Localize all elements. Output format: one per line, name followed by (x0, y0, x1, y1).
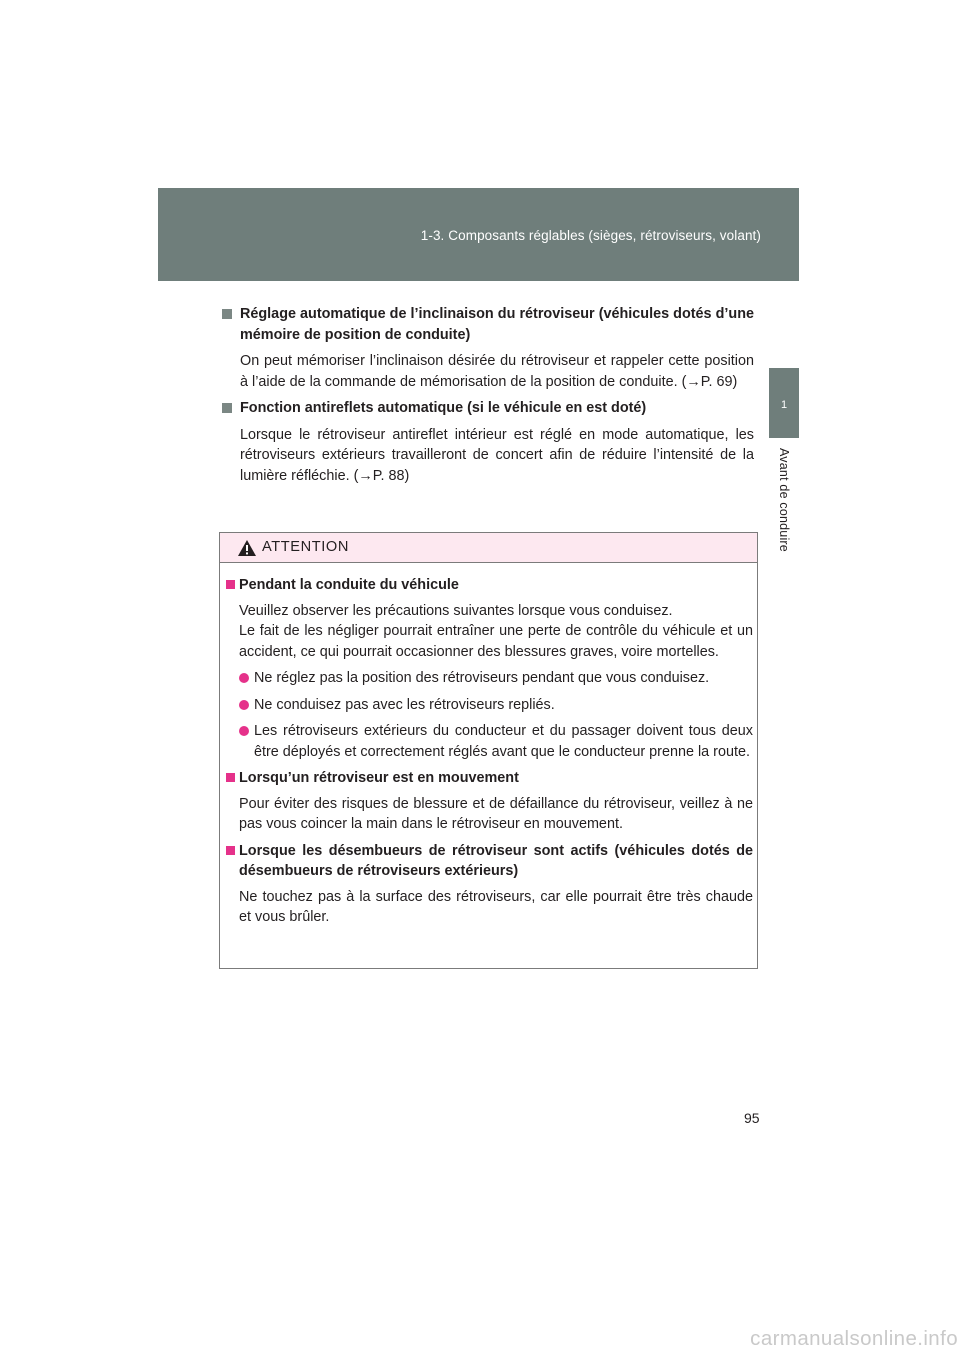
warning-header (220, 533, 757, 563)
warning-body-text: Ne touchez pas à la surface des rétroviseurs, car elle pourrait être très chaude et vous brûler. (239, 888, 753, 925)
main-content (222, 304, 754, 492)
warning-line: Le fait de les négliger pourrait entraîner une perte de contrôle du véhicule et un accident, ce qui pourrait occasionner des blessures graves, voire mortelles. (239, 623, 753, 660)
page-number: 95 (744, 1110, 760, 1126)
section-heading (222, 304, 754, 345)
section-anti-glare (222, 398, 754, 486)
warning-section-moving (224, 768, 753, 835)
square-bullet-icon (226, 773, 235, 782)
warning-body (220, 563, 757, 928)
section-auto-tilt (222, 304, 754, 392)
warning-title: ATTENTION (262, 539, 350, 555)
square-bullet-icon (222, 309, 232, 319)
warning-heading-text: Pendant la conduite du véhicule (239, 577, 459, 593)
warning-box (219, 532, 758, 969)
section-title: 1-3. Composants réglables (sièges, rétroviseurs, volant) (420, 228, 761, 243)
warning-triangle-icon (237, 539, 257, 557)
warning-heading (224, 768, 753, 789)
warning-bullet-text: Ne conduisez pas avec les rétroviseurs repliés. (254, 696, 555, 713)
warning-body-text: Pour éviter des risques de blessure et de défaillance du rétroviseur, veillez à ne pas vous coincer la main dans le rétroviseur en mouvement. (239, 795, 753, 832)
warning-heading (224, 841, 753, 882)
warning-bullet-text: Les rétroviseurs extérieurs du conducteur et du passager doivent tous deux être déployés et correctement réglés avant que le conducteur prenne la route. (254, 723, 753, 760)
warning-line: Veuillez observer les précautions suivantes lorsque vous conduisez. (239, 602, 673, 619)
square-bullet-icon (222, 403, 232, 413)
header-band (158, 188, 799, 281)
warning-bullet (224, 721, 753, 762)
round-bullet-icon (239, 726, 249, 736)
section-heading-text: Réglage automatique de l’inclinaison du rétroviseur (véhicules dotés d’une mémoire de position de conduite) (240, 306, 754, 343)
warning-bullet-text: Ne réglez pas la position des rétroviseurs pendant que vous conduisez. (254, 670, 710, 686)
warning-heading-text: Lorsqu’un rétroviseur est en mouvement (239, 770, 519, 786)
section-heading (222, 398, 754, 419)
section-body: Lorsque le rétroviseur antireflet intérieur est réglé en mode automatique, les rétroviseurs extérieurs travailleront de concert afin de réduire l’intensité de la lumière réfléchie. (→P. 88) (240, 426, 754, 484)
watermark: carmanualsonline.info (750, 1327, 958, 1350)
warning-heading-text: Lorsque les désembueurs de rétroviseur sont actifs (véhicules dotés de désembueurs de rétroviseurs extérieurs) (239, 842, 753, 879)
square-bullet-icon (226, 846, 235, 855)
chapter-tab (769, 368, 799, 438)
chapter-label: Avant de conduire (777, 448, 791, 552)
square-bullet-icon (226, 580, 235, 589)
chapter-number: 1 (780, 399, 788, 411)
warning-heading (224, 575, 753, 596)
section-body: On peut mémoriser l’inclinaison désirée du rétroviseur et rappeler cette position à l’aide de la commande de mémorisation de la position de conduite. (→P. 69) (240, 353, 754, 390)
round-bullet-icon (239, 700, 249, 710)
warning-bullet (224, 695, 753, 716)
warning-section-defogger (224, 841, 753, 928)
warning-bullet (224, 668, 753, 689)
round-bullet-icon (239, 673, 249, 683)
section-heading-text: Fonction antireflets automatique (si le véhicule en est doté) (240, 400, 647, 416)
warning-body-text (224, 601, 753, 663)
warning-section-driving (224, 575, 753, 762)
